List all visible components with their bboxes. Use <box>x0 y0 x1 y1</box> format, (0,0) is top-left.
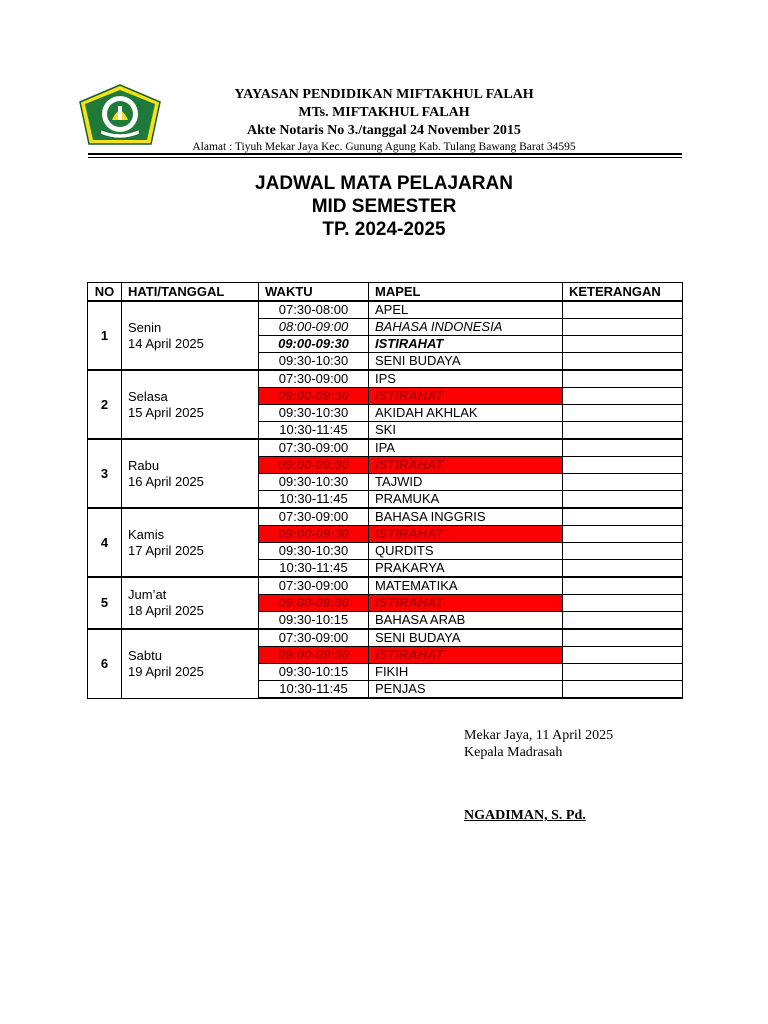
document-title: JADWAL MATA PELAJARAN <box>255 173 513 194</box>
subject-cell: ISTIRAHAT <box>369 457 563 474</box>
time-cell: 09:00-09:30 <box>259 647 369 664</box>
table-row <box>88 577 683 595</box>
time-cell: 09:00-09:30 <box>259 595 369 612</box>
note-cell <box>563 664 683 681</box>
day-date-cell <box>122 439 259 508</box>
note-cell <box>563 526 683 543</box>
note-cell <box>563 491 683 509</box>
day-date: 17 April 2025 <box>128 542 204 558</box>
subject-cell: AKIDAH AKHLAK <box>369 405 563 422</box>
note-cell <box>563 612 683 630</box>
time-cell: 07:30-09:00 <box>259 629 369 647</box>
note-cell <box>563 422 683 440</box>
subject-cell: PRAKARYA <box>369 560 563 578</box>
subject-cell: SENI BUDAYA <box>369 629 563 647</box>
note-cell <box>563 370 683 388</box>
notary-deed: Akte Notaris No 3./tanggal 24 November 2015 <box>247 123 521 138</box>
day-number: 3 <box>88 439 122 508</box>
day-date-cell <box>122 370 259 439</box>
time-cell: 09:00-09:30 <box>259 526 369 543</box>
column-header: WAKTU <box>259 283 369 302</box>
note-cell <box>563 405 683 422</box>
time-cell: 08:00-09:00 <box>259 319 369 336</box>
day-date: 14 April 2025 <box>128 335 204 351</box>
note-cell <box>563 543 683 560</box>
table-row <box>88 301 683 319</box>
note-cell <box>563 439 683 457</box>
time-cell: 09:30-10:30 <box>259 474 369 491</box>
signature-name: NGADIMAN, S. Pd. <box>464 808 586 823</box>
time-cell: 07:30-09:00 <box>259 370 369 388</box>
note-cell <box>563 457 683 474</box>
time-cell: 09:00-09:30 <box>259 336 369 353</box>
time-cell: 09:30-10:30 <box>259 405 369 422</box>
column-header: MAPEL <box>369 283 563 302</box>
day-name: Kamis <box>128 526 165 542</box>
time-cell: 10:30-11:45 <box>259 422 369 440</box>
day-date: 19 April 2025 <box>128 663 204 679</box>
day-name: Rabu <box>128 457 160 473</box>
day-number: 1 <box>88 301 122 370</box>
time-cell: 09:00-09:30 <box>259 388 369 405</box>
signature-place-date: Mekar Jaya, 11 April 2025 <box>464 728 614 743</box>
day-name: Jum’at <box>128 587 167 602</box>
subject-cell: SKI <box>369 422 563 440</box>
subject-cell: FIKIH <box>369 664 563 681</box>
subject-cell: ISTIRAHAT <box>369 526 563 543</box>
day-date-cell <box>122 301 259 370</box>
subject-cell: BAHASA INGGRIS <box>369 508 563 526</box>
time-cell: 10:30-11:45 <box>259 681 369 699</box>
header-divider <box>88 153 682 155</box>
note-cell <box>563 647 683 664</box>
day-name: Senin <box>128 319 162 335</box>
header-divider-thin <box>88 157 682 158</box>
day-date-cell <box>122 577 259 629</box>
note-cell <box>563 560 683 578</box>
note-cell <box>563 336 683 353</box>
subject-cell: APEL <box>369 301 563 319</box>
table-row <box>88 629 683 647</box>
day-number: 6 <box>88 629 122 698</box>
table-row <box>88 508 683 526</box>
subject-cell: MATEMATIKA <box>369 577 563 595</box>
academic-year: TP. 2024-2025 <box>322 219 446 240</box>
subject-cell: ISTIRAHAT <box>369 388 563 405</box>
time-cell: 09:30-10:30 <box>259 543 369 560</box>
subject-cell: TAJWID <box>369 474 563 491</box>
subject-cell: SENI BUDAYA <box>369 353 563 371</box>
day-name: Selasa <box>128 388 168 404</box>
table-row <box>88 370 683 388</box>
school-address: Alamat : Tiyuh Mekar Jaya Kec. Gunung Agung Kab. Tulang Bawang Barat 34595 <box>192 141 576 153</box>
time-cell: 09:30-10:15 <box>259 612 369 630</box>
day-name: Sabtu <box>128 647 162 663</box>
madrasah-logo-icon <box>79 84 161 150</box>
subject-cell: ISTIRAHAT <box>369 595 563 612</box>
day-date: 16 April 2025 <box>128 473 204 489</box>
note-cell <box>563 595 683 612</box>
subject-cell: IPA <box>369 439 563 457</box>
note-cell <box>563 577 683 595</box>
column-header: HATI/TANGGAL <box>122 283 259 302</box>
table-row <box>88 439 683 457</box>
subject-cell: ISTIRAHAT <box>369 647 563 664</box>
day-date-cell <box>122 629 259 698</box>
time-cell: 07:30-09:00 <box>259 577 369 595</box>
time-cell: 10:30-11:45 <box>259 560 369 578</box>
schedule-body <box>88 301 683 698</box>
note-cell <box>563 388 683 405</box>
time-cell: 09:30-10:30 <box>259 353 369 371</box>
schedule-table <box>87 282 683 699</box>
time-cell: 09:30-10:15 <box>259 664 369 681</box>
note-cell <box>563 474 683 491</box>
subject-cell: IPS <box>369 370 563 388</box>
day-date-cell <box>122 508 259 577</box>
document-subtitle: MID SEMESTER <box>311 196 457 217</box>
day-date: 18 April 2025 <box>128 603 204 618</box>
time-cell: 10:30-11:45 <box>259 491 369 509</box>
subject-cell: BAHASA INDONESIA <box>369 319 563 336</box>
signature-position: Kepala Madrasah <box>464 745 563 760</box>
subject-cell: QURDITS <box>369 543 563 560</box>
time-cell: 07:30-08:00 <box>259 301 369 319</box>
day-date: 15 April 2025 <box>128 404 204 420</box>
time-cell: 07:30-09:00 <box>259 508 369 526</box>
note-cell <box>563 681 683 699</box>
subject-cell: BAHASA ARAB <box>369 612 563 630</box>
table-header-row <box>88 283 683 302</box>
day-number: 4 <box>88 508 122 577</box>
note-cell <box>563 508 683 526</box>
column-header: KETERANGAN <box>563 283 683 302</box>
note-cell <box>563 319 683 336</box>
subject-cell: PRAMUKA <box>369 491 563 509</box>
note-cell <box>563 629 683 647</box>
note-cell <box>563 353 683 371</box>
letterhead <box>160 86 608 154</box>
subject-cell: ISTIRAHAT <box>369 336 563 353</box>
day-number: 2 <box>88 370 122 439</box>
school-name: MTs. MIFTAKHUL FALAH <box>298 105 470 120</box>
time-cell: 07:30-09:00 <box>259 439 369 457</box>
time-cell: 09:00-09:30 <box>259 457 369 474</box>
subject-cell: PENJAS <box>369 681 563 699</box>
foundation-name: YAYASAN PENDIDIKAN MIFTAKHUL FALAH <box>234 87 534 102</box>
column-header: NO <box>88 283 122 302</box>
day-number: 5 <box>88 577 122 629</box>
note-cell <box>563 301 683 319</box>
